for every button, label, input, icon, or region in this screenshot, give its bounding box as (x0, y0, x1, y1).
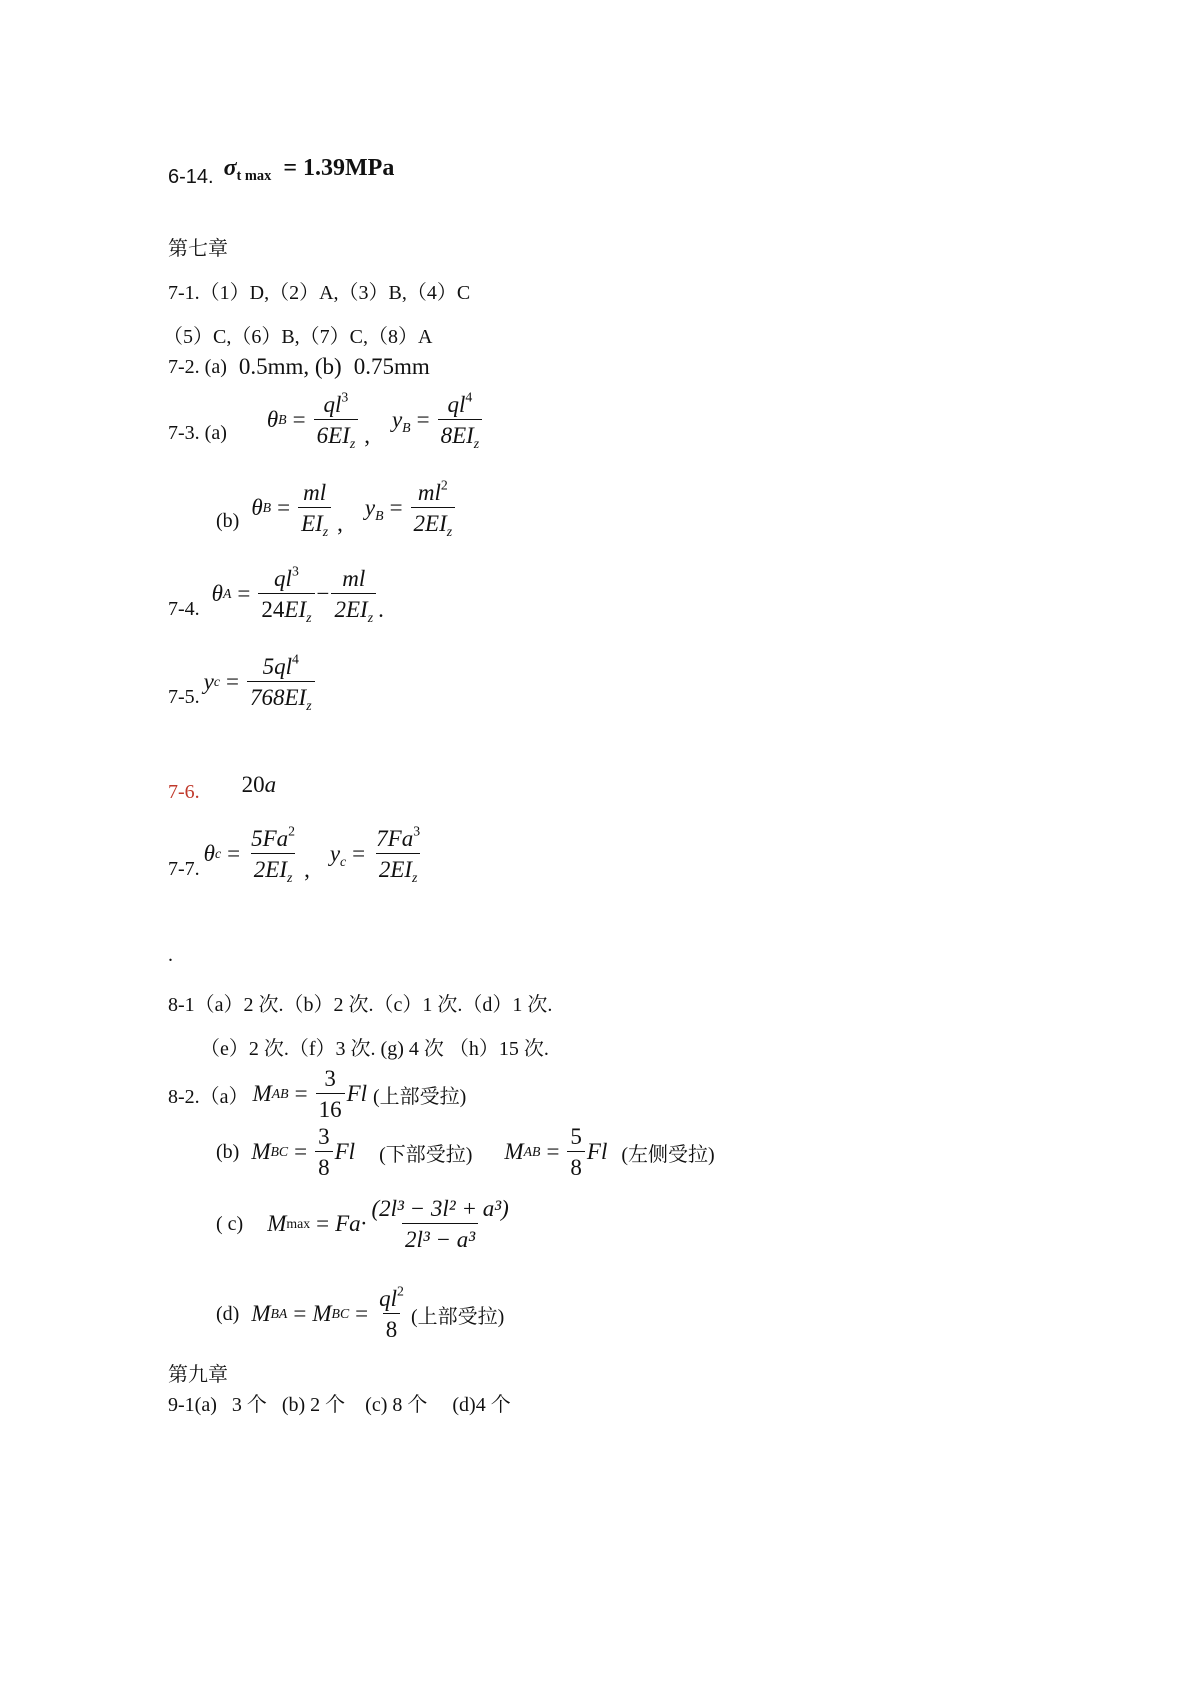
label-7-2b: , (b) (303, 354, 342, 379)
item-7-7 (168, 823, 425, 886)
label-7-3b: (b) (216, 509, 240, 532)
formula-8-2b-1: M BC = $\frac{3}{8}$ Fl (251, 1124, 356, 1181)
formula-8-2c: M max = Fa· $\frac{\text{(2l³ − 3l² + a³)}}{\text{2l³ − a³}}$ (267, 1196, 514, 1253)
label-6-14: 6-14. (168, 166, 214, 188)
item-7-3a (168, 389, 484, 452)
fraction: $\frac{7Fa^3}{2EI_z}$ (376, 823, 421, 886)
formula-7-3a: θ B = $\frac{ql^3}{6EI_z}$ , $y_B$ = $\frac{ql^4}{8EI_z}$ (267, 392, 484, 449)
item-7-3b (216, 477, 457, 540)
fraction: $\frac{ml}{2EI_z}$ (331, 566, 376, 623)
item-8-2a (168, 1066, 466, 1123)
item-7-1-line1: 7-1.（1）D,（2）A,（3）B,（4）C (168, 282, 471, 304)
formula-8-2b-2: M AB = $\frac{5}{8}$ Fl (504, 1124, 608, 1181)
item-7-4 (168, 563, 384, 626)
fraction: $\frac{3}{8}$ (315, 1124, 333, 1181)
formula-8-2d: M BA = M BC = $\frac{ql^2}{8}$ (251, 1286, 409, 1343)
fraction: $\frac{ql^4}{8EI_z}$ (438, 392, 483, 449)
label-8-2c: ( c) (216, 1212, 244, 1235)
formula-7-7: θ c = $\frac{5Fa^2}{2EI_z}$ , $y_c$ = $\frac{7Fa^3}{2EI_z}$ (204, 826, 425, 883)
item-7-5 (168, 651, 317, 714)
formula-8-2a: M AB = $\frac{3}{16}$ Fl (252, 1066, 368, 1123)
stray-dot: . (168, 944, 173, 966)
label-7-5: 7-5. (168, 685, 200, 708)
sigma-max-formula: $\sigma_{t max} = 1.39MPa$ (223, 155, 395, 185)
label-8-2a: 8-2.（a） (168, 1085, 249, 1108)
item-8-1-line2: （e）2 次.（f）3 次. (g) 4 次 （h）15 次. (200, 1038, 549, 1060)
formula-7-3b: θ B = $\frac{ml}{EI_z}$ , $y_B$ = $\frac{ml^2}{2EI_z}$ (251, 480, 457, 537)
item-8-2d (216, 1283, 505, 1343)
fraction: $\frac{3}{16}$ (316, 1066, 345, 1123)
label-8-2d: (d) (216, 1302, 240, 1325)
chapter-9-heading: 第九章 (168, 1364, 228, 1386)
item-7-6 (168, 772, 276, 804)
item-7-2 (168, 354, 430, 380)
fraction: $\frac{5ql^4}{768EI_z}$ (247, 654, 315, 711)
label-7-6: 7-6. (168, 781, 200, 803)
fraction: $\frac{5}{8}$ (567, 1124, 585, 1181)
item-8-1-line1: 8-1（a）2 次.（b）2 次.（c）1 次.（d）1 次. (168, 994, 553, 1016)
fraction: $\frac{ql^3}{24EI_z}$ (258, 566, 314, 623)
fraction: $\frac{ql^2}{8}$ (379, 1283, 404, 1343)
note-8-2a: (上部受拉) (373, 1085, 467, 1108)
label-7-4: 7-4. (168, 597, 200, 620)
item-8-2c (216, 1196, 514, 1253)
note-8-2b-2: (左侧受拉) (621, 1143, 715, 1166)
chapter-7-heading: 第七章 (168, 238, 228, 260)
formula-7-5: y c = $\frac{5ql^4}{768EI_z}$ (204, 654, 317, 711)
fraction: $\frac{ml}{EI_z}$ (298, 480, 331, 537)
item-8-2b (216, 1124, 715, 1181)
label-7-7: 7-7. (168, 857, 200, 880)
fraction: $\frac{ql^3}{6EI_z}$ (314, 392, 359, 449)
value-7-2a: 0.5mm (238, 354, 304, 379)
item-6-14 (168, 148, 394, 189)
note-8-2b-1: (下部受拉) (379, 1143, 473, 1166)
note-8-2d: (上部受拉) (410, 1305, 505, 1328)
item-7-1-line2: （5）C,（6）B,（7）C,（8）A (163, 326, 433, 348)
item-9-1: 9-1(a) 3 个 (b) 2 个 (c) 8 个 (d)4 个 (168, 1394, 511, 1416)
formula-7-4: θ A = $\frac{ql^3}{24EI_z}$ − $\frac{ml}{2EI_z}$ . (211, 563, 384, 626)
fraction: $\frac{\text{(2l³ − 3l² + a³)}}{\text{2l³ − a³}}$ (371, 1196, 509, 1253)
label-7-3a: 7-3. (a) (168, 421, 227, 444)
label-8-2b: (b) (216, 1140, 240, 1163)
value-7-6: 20a (241, 772, 277, 797)
label-7-2a: 7-2. (a) (168, 355, 227, 378)
fraction: $\frac{ml^2}{2EI_z}$ (411, 480, 456, 537)
fraction: $\frac{5Fa^2}{2EI_z}$ (251, 823, 296, 886)
value-7-2b: 0.75mm (353, 354, 430, 379)
